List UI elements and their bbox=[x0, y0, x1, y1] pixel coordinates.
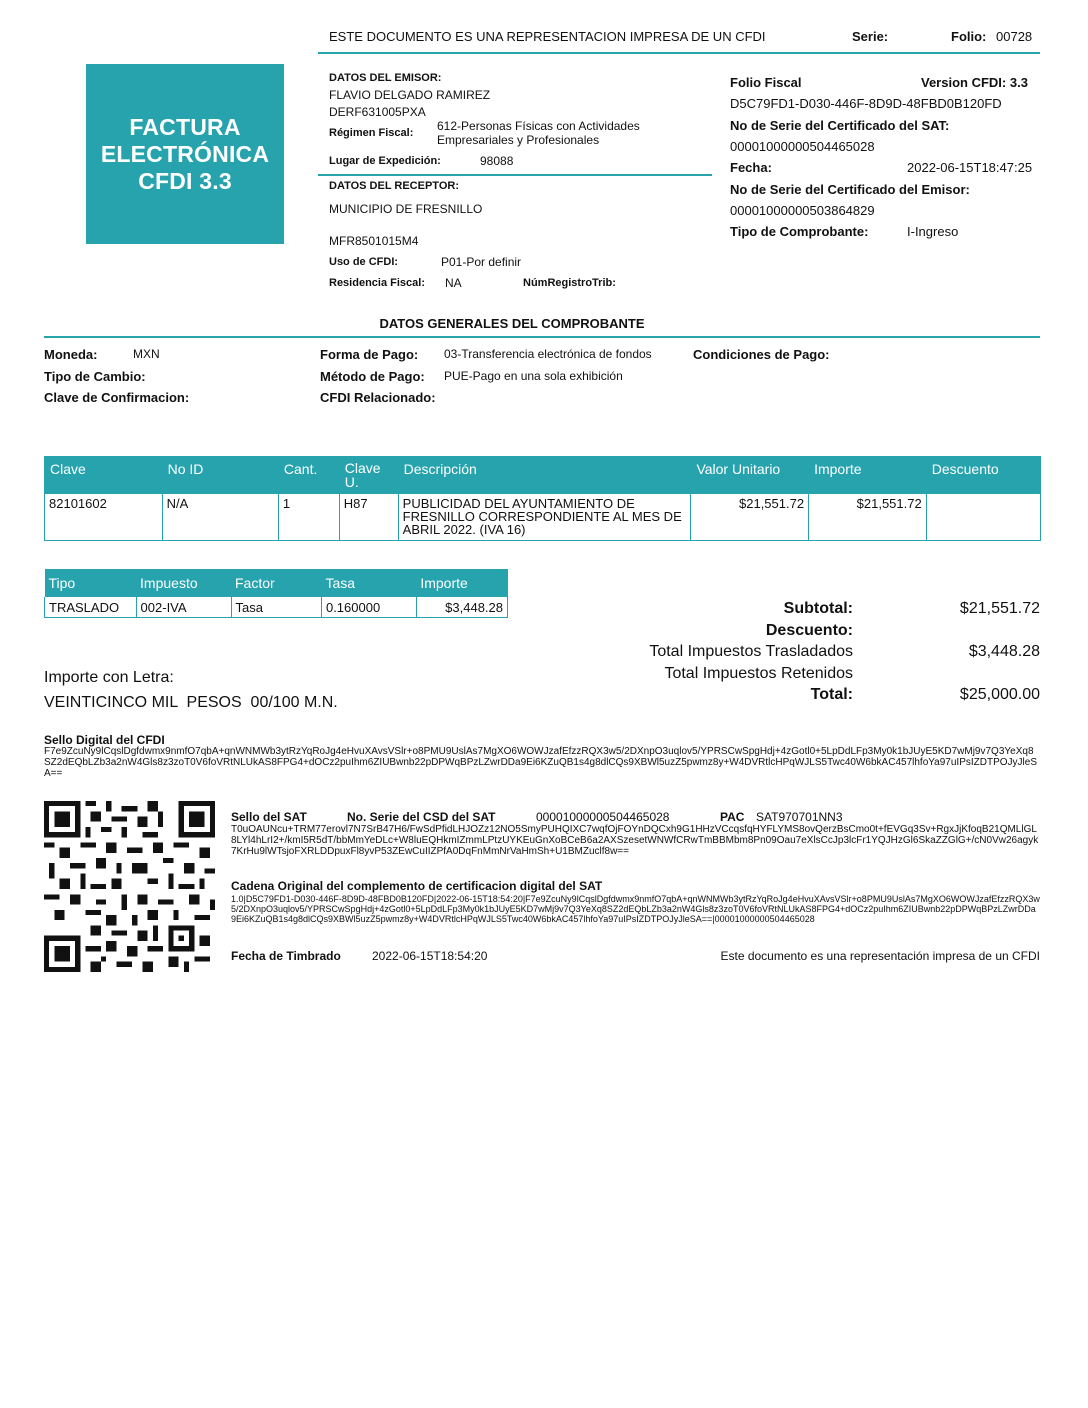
uso-cfdi-label: Uso de CFDI: bbox=[329, 256, 399, 268]
receptor-section-label: DATOS DEL RECEPTOR: bbox=[329, 180, 459, 192]
serie-sat-label: No de Serie del Certificado del SAT: bbox=[730, 118, 950, 133]
tax-col-importe: Importe bbox=[416, 569, 507, 597]
receptor-rfc: MFR8501015M4 bbox=[329, 234, 419, 248]
col-header-no-id: No ID bbox=[162, 456, 278, 494]
cfdi-notice: ESTE DOCUMENTO ES UNA REPRESENTACION IMPRESA DE UN CFDI bbox=[329, 29, 766, 44]
sello-cfdi-value: F7e9ZcuNy9lCqslDgfdwmx9nmfO7qbA+qnWNMWb3ytRzYqRoJg4eHvuXAvsVSlr+o8PMU9UslAs7MgXO6WOWJzafEfzzRQX3w5/2DXnpO3uqlov5/YPRSCwSpgHdj+4zGotl0+5LpDdLFp3My0k1bJUyE5KD7wMj9v7Q3YeXq8SZ2dEQbLZb3a2nW4Gls8z3zoT0V6foVRtNLUkAS8FPG4+dOCz2puIhm6ZIUBwnb22pDPWqBPzLZwrDDa9Ei6KZuQB1s4g8dlCQs9XBWl5uzZ5pwmz8y+W4DVRtlcHPqWJLS5Twc40W6bkAC457lhfoYa97uIPsIZDTPOJyJleSA== bbox=[44, 746, 1037, 779]
concepts-header-row bbox=[45, 456, 1041, 494]
forma-pago-value: 03-Transferencia electrónica de fondos bbox=[444, 347, 652, 361]
col-header-clave-u: Clave U. bbox=[339, 456, 398, 494]
emisor-rule bbox=[318, 174, 712, 176]
tax-cell-tasa: 0.160000 bbox=[321, 597, 416, 618]
col-header-importe: Importe bbox=[809, 456, 927, 494]
col-header-cant: Cant. bbox=[278, 456, 339, 494]
tipo-comprobante-value: I-Ingreso bbox=[907, 224, 959, 239]
residencia-label: Residencia Fiscal: bbox=[329, 277, 425, 289]
folio-value: 00728 bbox=[996, 29, 1033, 44]
lugar-value: 98088 bbox=[480, 154, 514, 168]
tax-cell-tipo: TRASLADO bbox=[45, 597, 137, 618]
metodo-pago-value: PUE-Pago en una sola exhibición bbox=[444, 369, 623, 383]
forma-pago-label: Forma de Pago: bbox=[320, 347, 419, 362]
cadena-original-value: 1.0|D5C79FD1-D030-446F-8D9D-48FBD0B120FD|2022-06-15T18:54:20|F7e9ZcuNy9lCqslDgfdwmx9nmfO7qbA+qnWNMWb3ytRzYqRoJg4eHvuXAvsVSlr+o8PMU9UslAs7MgXO6WOWJzafEfzzRQX3w5/2DXnpO3uqlov5/YPRSCwSpgHdj+4zGotl0+5LpDdLFp3My0k1bJUyE5KD7wMj9v7Q3YeXq8SZ2dEQbLZb3a2nW4Gls8z3zoT0V6foVRtNLUkAS8FPG4+dOCz2puIhm6ZIUBwnb22pDPWqBPzLZwrDDa9Ei6KZuQB1s4g8dlCQs9XBWl5uzZ5pwmz8y+W4DVRtlcHPqWJLS5Twc40W6bkAC457lhfoYa97uIPsIZDTPOJyJleSA==|00001000000504465028 bbox=[231, 894, 1040, 924]
col-header-clave: Clave bbox=[45, 456, 163, 494]
folio-label: Folio: bbox=[951, 29, 987, 44]
emisor-section-label: DATOS DEL EMISOR: bbox=[329, 72, 442, 84]
sello-sat-value: T0uOAUNcu+TRM77erovl7N7SrB47H6/FwSdPfidLHJOZz12NO5SmyPUHQIXC7wqfOjFOYnDQCxh9G1HHzVCcqsfqHYFLYMS8ovQerzBsCmo0t+fEVGq3Sv+RgxJjKfoqB21QMLlGL8LYl4hLrI2+/kmI5R5dT/bbMmYeDLc+W8luEQHkmIZmmLPtzUYKEuGnXoBCeB6a2AXSzesetWNWfCRwTmBBMbm8Pn09Oau7eXlsCcJp3lcFr1YQJHzGl6SkaZZGlG+/cN0Vw26agyk7KrHu9lWTsjoFXRLDDpuxFl8yvP53ZEwCuIIZPfA0DqFnMmNrVaHmSh+U1BMZuclf8w== bbox=[231, 824, 1039, 857]
emisor-rfc: DERF631005PXA bbox=[329, 105, 426, 119]
tax-col-tipo: Tipo bbox=[45, 569, 137, 597]
fecha-timbrado-label: Fecha de Timbrado bbox=[231, 949, 341, 963]
version-cfdi-label: Version CFDI: 3.3 bbox=[921, 75, 1028, 90]
trasladados-value: $3,448.28 bbox=[968, 643, 1040, 660]
moneda-label: Moneda: bbox=[44, 347, 98, 362]
logo-line-3: CFDI 3.3 bbox=[138, 167, 232, 194]
fecha-label: Fecha: bbox=[730, 160, 772, 175]
tax-col-factor: Factor bbox=[231, 569, 321, 597]
tipo-cambio-label: Tipo de Cambio: bbox=[44, 369, 146, 384]
logo-line-2: ELECTRÓNICA bbox=[100, 140, 270, 167]
fecha-value: 2022-06-15T18:47:25 bbox=[907, 160, 1033, 175]
emisor-name: FLAVIO DELGADO RAMIREZ bbox=[329, 88, 491, 102]
residencia-value: NA bbox=[445, 276, 462, 290]
cell-clave-u: H87 bbox=[339, 494, 398, 541]
taxes-header-row bbox=[45, 569, 508, 597]
cfdi-relacionado-label: CFDI Relacionado: bbox=[320, 390, 436, 405]
tax-cell-factor: Tasa bbox=[231, 597, 321, 618]
subtotal-value: $21,551.72 bbox=[959, 600, 1040, 617]
cadena-original-label: Cadena Original del complemento de certificacion digital del SAT bbox=[231, 879, 603, 893]
tax-cell-importe: $3,448.28 bbox=[416, 597, 507, 618]
clave-confirmacion-label: Clave de Confirmacion: bbox=[44, 390, 190, 405]
descuento-label: Descuento: bbox=[765, 622, 853, 639]
cell-descripcion: PUBLICIDAD DEL AYUNTAMIENTO DE FRESNILLO CORRESPONDIENTE AL MES DE ABRIL 2022. (IVA 16) bbox=[398, 494, 691, 541]
regimen-label: Régimen Fiscal: bbox=[329, 127, 414, 139]
cell-cant: 1 bbox=[278, 494, 339, 541]
cell-descuento bbox=[926, 494, 1040, 541]
tipo-comprobante-label: Tipo de Comprobante: bbox=[730, 224, 869, 239]
qr-code-icon bbox=[44, 801, 215, 972]
col-header-valor-unitario: Valor Unitario bbox=[691, 456, 809, 494]
csd-sat-value: 00001000000504465028 bbox=[536, 810, 670, 824]
retenidos-label: Total Impuestos Retenidos bbox=[664, 665, 853, 682]
cell-importe: $21,551.72 bbox=[809, 494, 927, 541]
factura-logo bbox=[86, 64, 284, 244]
uso-cfdi-value: P01-Por definir bbox=[441, 255, 522, 269]
serie-label: Serie: bbox=[852, 29, 889, 44]
numreg-label: NúmRegistroTrib: bbox=[523, 277, 616, 289]
lugar-label: Lugar de Expedición: bbox=[329, 155, 441, 167]
header-rule bbox=[318, 52, 1040, 54]
serie-sat-value: 00001000000504465028 bbox=[730, 139, 875, 154]
importe-letra-label: Importe con Letra: bbox=[44, 669, 174, 686]
subtotal-label: Subtotal: bbox=[783, 600, 853, 617]
tax-cell-impuesto: 002-IVA bbox=[136, 597, 231, 618]
general-rule bbox=[44, 336, 1040, 338]
serie-emisor-label: No de Serie del Certificado del Emisor: bbox=[730, 182, 970, 197]
regimen-value: 612-Personas Físicas con Actividades Empresariales y Profesionales bbox=[437, 119, 640, 147]
table-row bbox=[45, 597, 508, 618]
csd-sat-label: No. Serie del CSD del SAT bbox=[347, 810, 496, 824]
cell-clave: 82101602 bbox=[45, 494, 163, 541]
folio-fiscal-value: D5C79FD1-D030-446F-8D9D-48FBD0B120FD bbox=[730, 96, 1002, 111]
table-row bbox=[45, 494, 1041, 541]
sello-sat-label: Sello del SAT bbox=[231, 810, 307, 824]
total-label: Total: bbox=[810, 686, 853, 703]
total-value: $25,000.00 bbox=[959, 686, 1040, 703]
logo-line-1: FACTURA bbox=[129, 113, 241, 140]
col-header-descuento: Descuento bbox=[926, 456, 1040, 494]
footer-note: Este documento es una representación impresa de un CFDI bbox=[720, 949, 1040, 963]
col-header-descripcion: Descripción bbox=[398, 456, 691, 494]
tax-col-tasa: Tasa bbox=[321, 569, 416, 597]
cell-valor-unitario: $21,551.72 bbox=[691, 494, 809, 541]
cell-no-id: N/A bbox=[162, 494, 278, 541]
moneda-value: MXN bbox=[133, 347, 160, 361]
sello-cfdi-label: Sello Digital del CFDI bbox=[44, 733, 165, 747]
general-title: DATOS GENERALES DEL COMPROBANTE bbox=[379, 316, 645, 331]
pac-label: PAC bbox=[720, 810, 745, 824]
fecha-timbrado-value: 2022-06-15T18:54:20 bbox=[372, 949, 488, 963]
receptor-name: MUNICIPIO DE FRESNILLO bbox=[329, 202, 483, 216]
metodo-pago-label: Método de Pago: bbox=[320, 369, 425, 384]
importe-letra-value: VEINTICINCO MIL PESOS 00/100 M.N. bbox=[44, 694, 338, 711]
concepts-table bbox=[44, 456, 1041, 541]
serie-emisor-value: 00001000000503864829 bbox=[730, 203, 875, 218]
taxes-table bbox=[44, 569, 508, 618]
folio-fiscal-label: Folio Fiscal bbox=[730, 75, 802, 90]
condiciones-pago-label: Condiciones de Pago: bbox=[693, 347, 830, 362]
pac-value: SAT970701NN3 bbox=[756, 810, 843, 824]
tax-col-impuesto: Impuesto bbox=[136, 569, 231, 597]
trasladados-label: Total Impuestos Trasladados bbox=[649, 643, 853, 660]
